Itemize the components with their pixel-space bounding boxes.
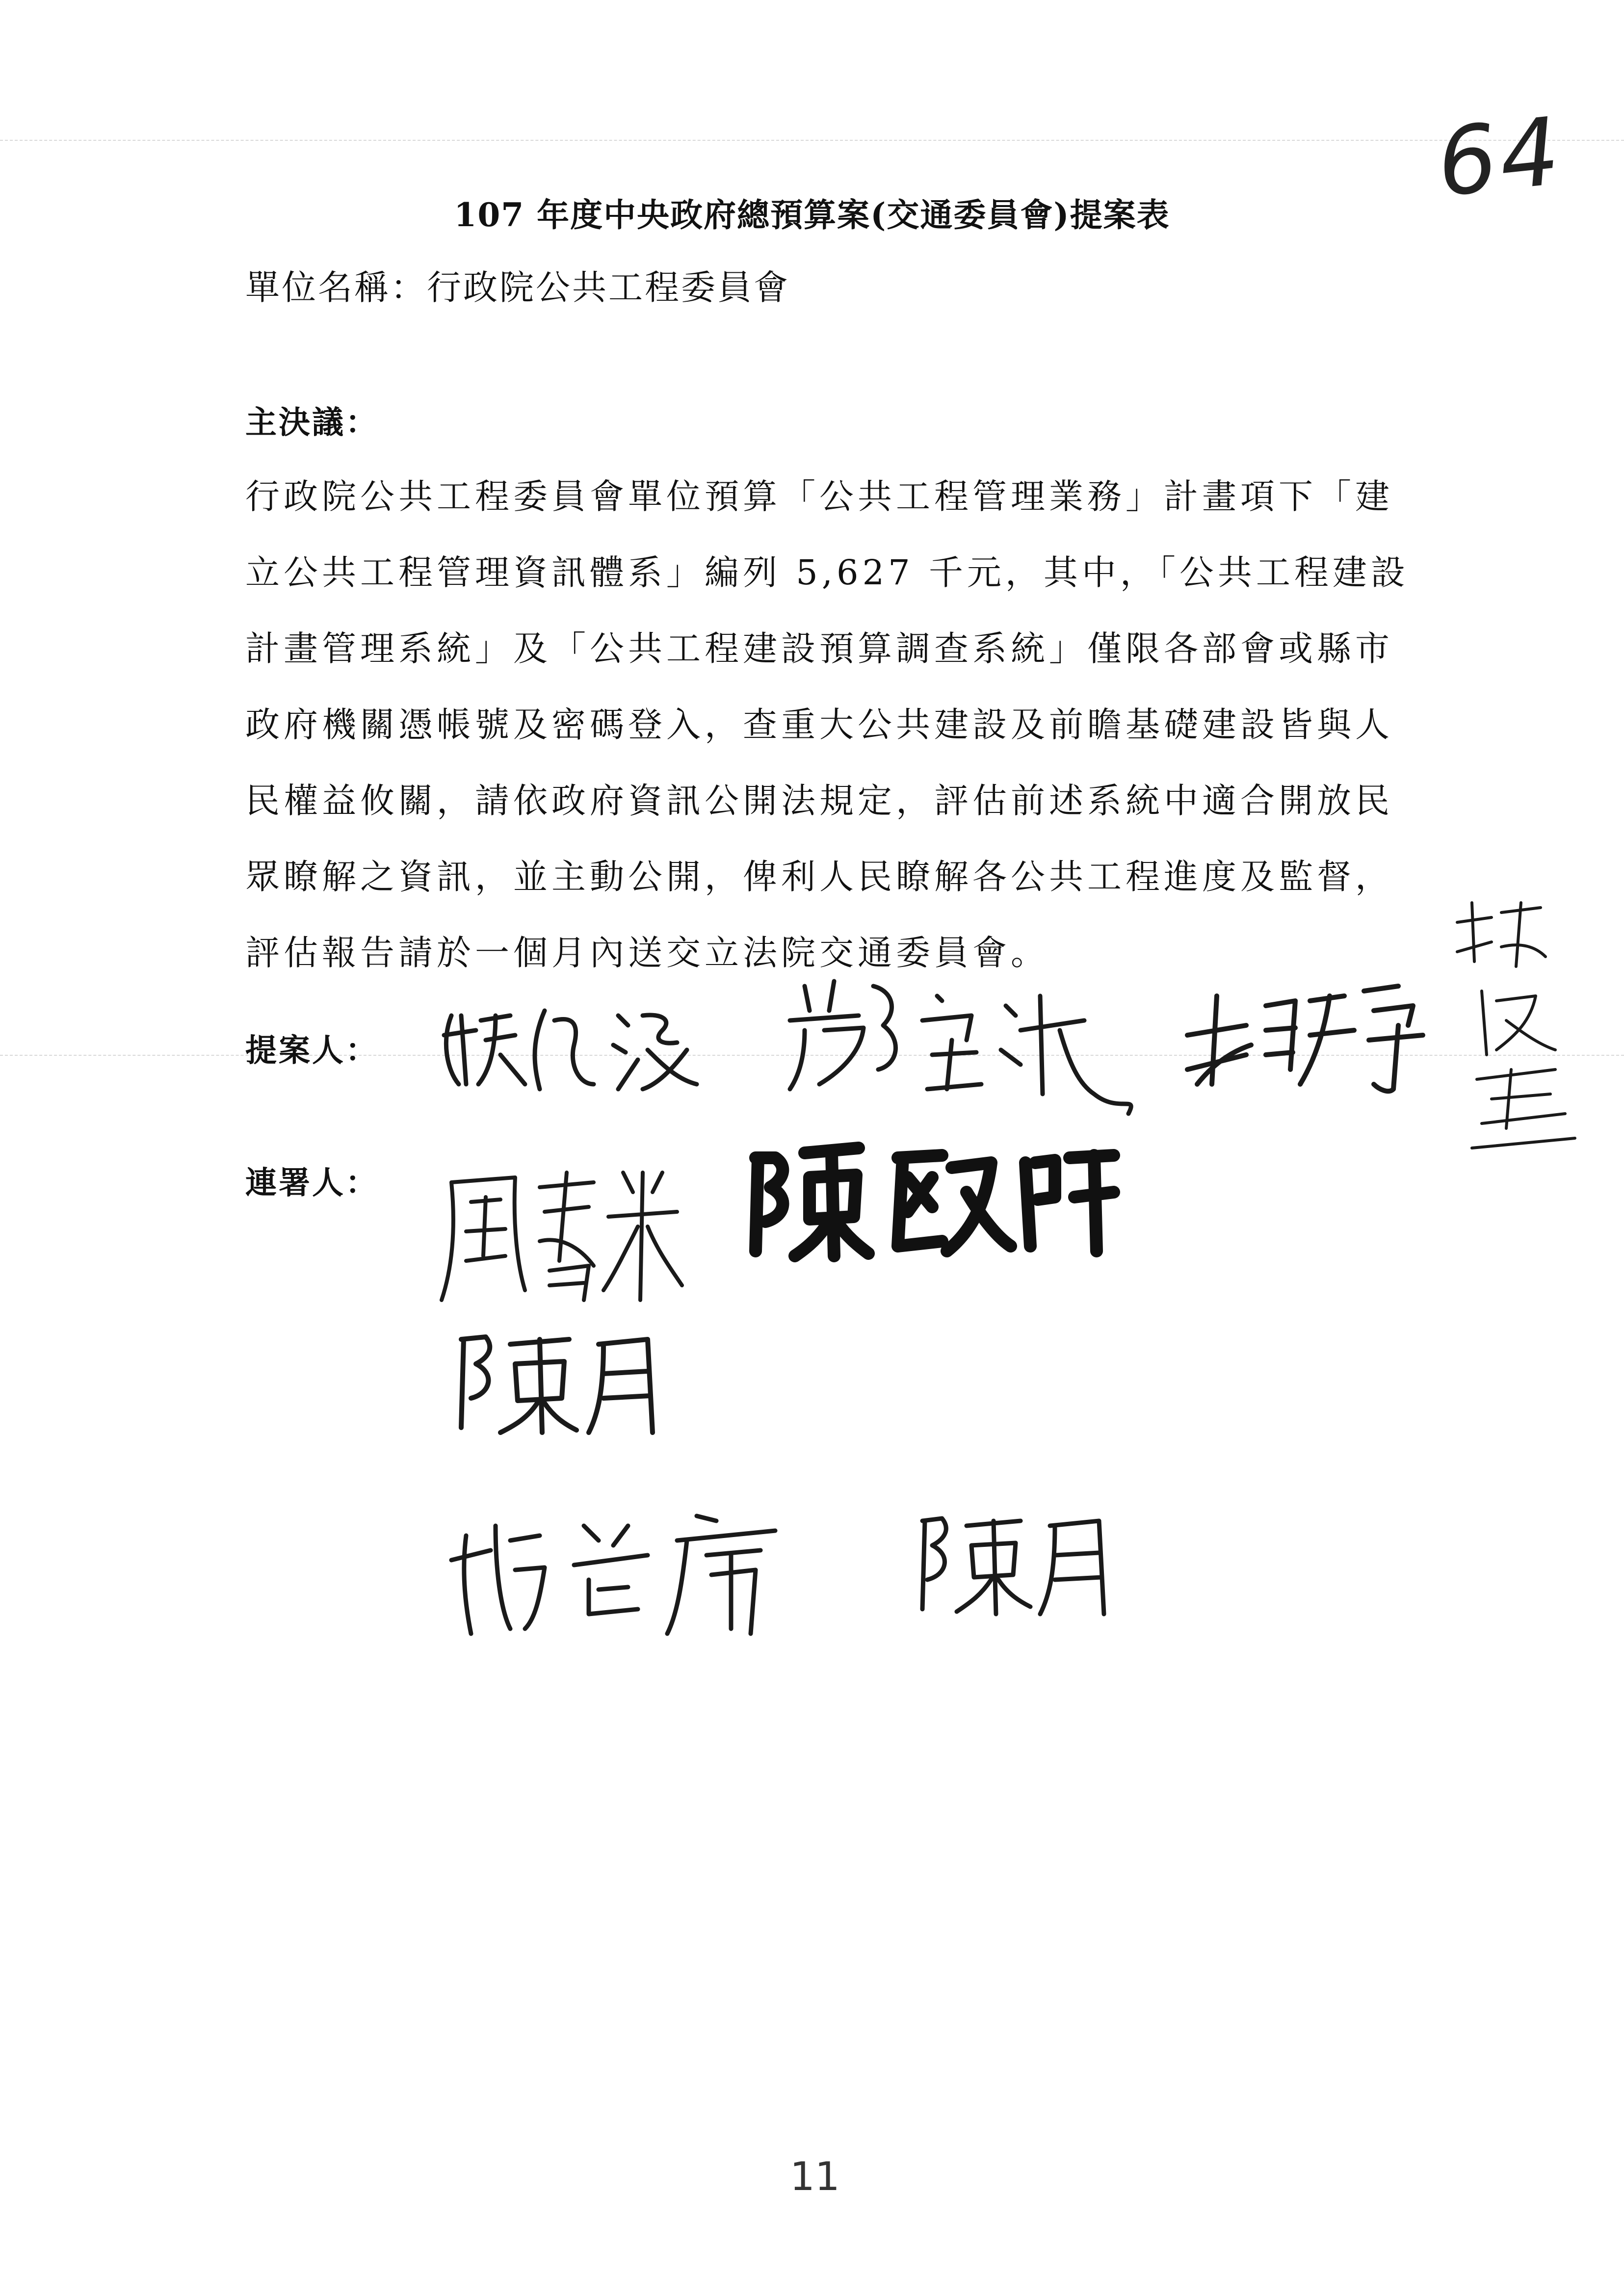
proposer-label: 提案人： — [245, 1032, 379, 1069]
scan-line — [0, 140, 1624, 141]
proposer-signature-4 — [1438, 893, 1599, 1168]
resolution-body — [245, 459, 1409, 991]
handwritten-page-mark: 64 — [1432, 97, 1568, 218]
unit-name: 單位名稱：行政院公共工程委員會 — [245, 267, 790, 308]
resolution-label: 主決議： — [245, 404, 379, 441]
cosigner-signature-5 — [903, 1501, 1138, 1619]
document-title: 107 年度中央政府總預算案(交通委員會)提案表 — [454, 196, 1170, 234]
cosigner-signature-1 — [432, 1143, 687, 1310]
page-number: 11 — [790, 2154, 840, 2199]
cosigner-signature-4 — [442, 1496, 795, 1644]
proposer-signature-3 — [1168, 971, 1433, 1099]
resolution-line: 民權益攸關，請依政府資訊公開法規定，評估前述系統中適合開放民 — [245, 781, 1393, 821]
resolution-line: 政府機關憑帳號及密碼登入，查重大公共建設及前瞻基礎建設皆與人 — [245, 704, 1393, 745]
resolution-line: 立公共工程管理資訊體系」編列 5,627 千元，其中，「公共工程建設 — [245, 552, 1409, 593]
proposer-signature-1 — [432, 986, 707, 1099]
resolution-line: 評估報告請於一個月內送交立法院交通委員會。 — [245, 933, 1049, 973]
cosigner-label: 連署人： — [245, 1165, 379, 1201]
proposer-signature-2 — [775, 966, 1148, 1128]
resolution-line: 計畫管理系統」及「公共工程建設預算調查系統」僅限各部會或縣市 — [245, 628, 1393, 669]
cosigner-signature-2 — [736, 1133, 1128, 1261]
resolution-line: 眾瞭解之資訊，並主動公開，俾利人民瞭解各公共工程進度及監督， — [245, 857, 1393, 897]
cosigner-signature-3 — [442, 1320, 697, 1437]
resolution-line: 行政院公共工程委員會單位預算「公共工程管理業務」計畫項下「建 — [245, 476, 1393, 517]
